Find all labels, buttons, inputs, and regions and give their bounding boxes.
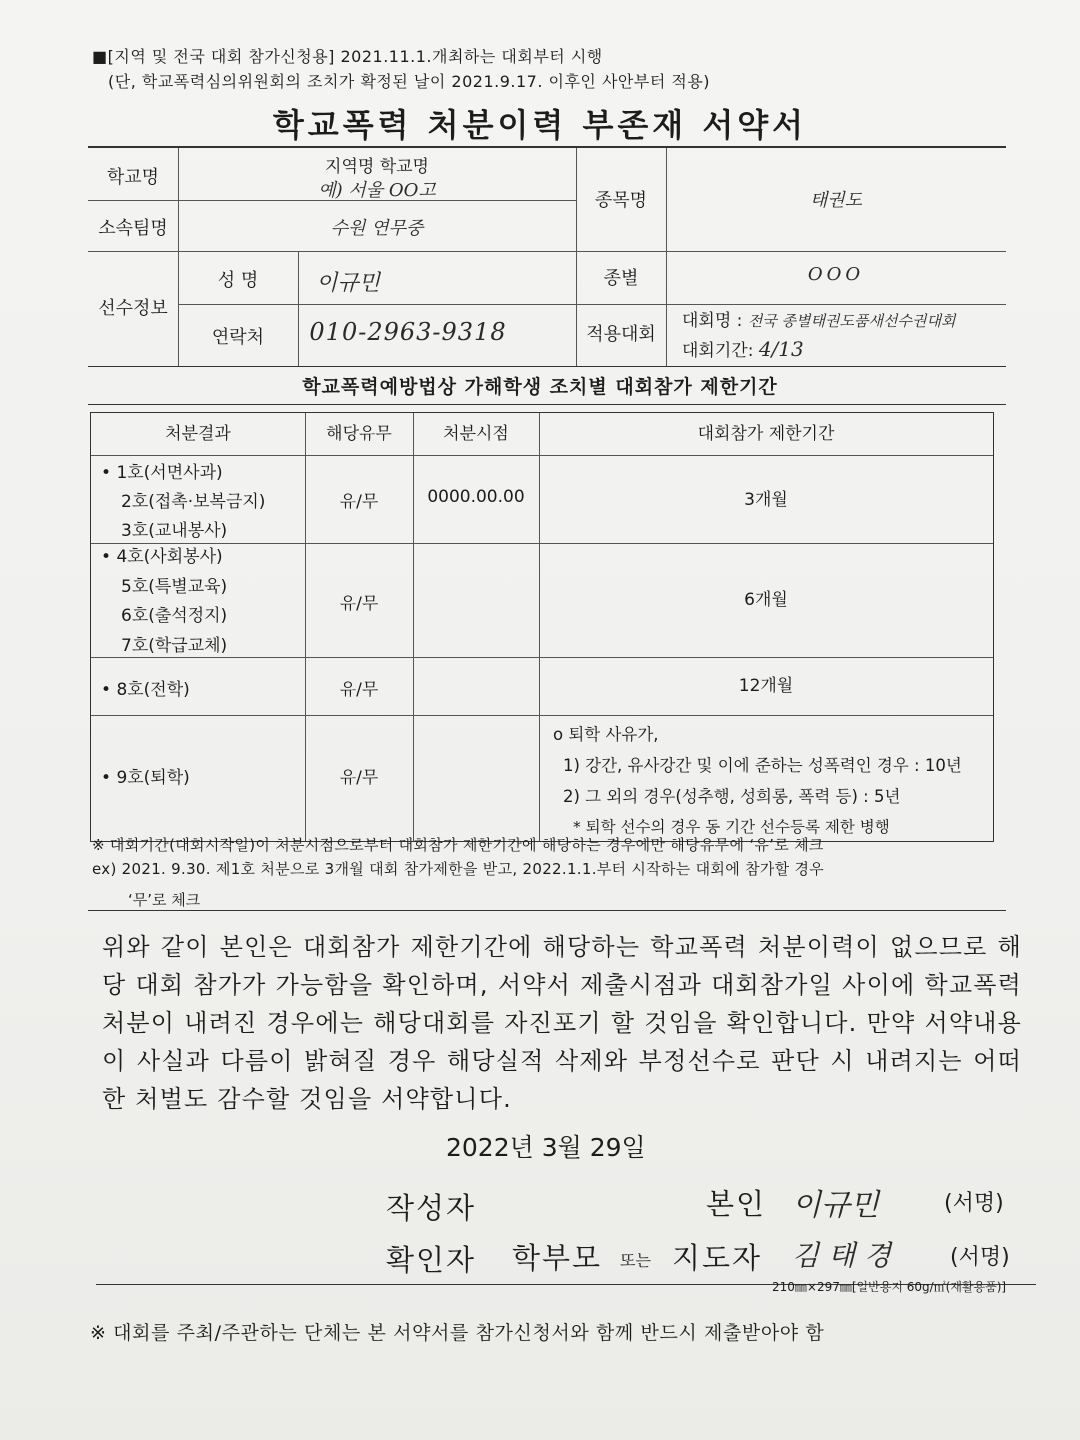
table-row-1-applicable: 유/무 [339, 492, 379, 512]
table-row-4-result: • 9호(퇴학) [101, 768, 190, 788]
player-info-label: 선수정보 [98, 298, 168, 319]
footer-note: ※ 대회를 주최/주관하는 단체는 본 서약서를 참가신청서와 함께 반드시 제출받아야 함 [90, 1322, 825, 1344]
header-application-note: (단, 학교폭력심의위원회의 조치가 확정된 날이 2021.9.17. 이후인 사안부터 적용) [108, 72, 711, 91]
self-label: 본인 [706, 1187, 767, 1221]
table-row-2-result: • 4호(사회봉사) 5호(특별교육) 6호(출석정지) 7호(학급교체) [101, 547, 228, 656]
paper-spec: 210㎜×297㎜[일반용지 60g/㎡(재활용품)] [772, 1280, 1007, 1294]
expel-conditions: o 퇴학 사유가, 1) 강간, 유사강간 및 이에 준하는 성폭력인 경우 : 10년 2) 그 외의 경우(성추행, 성희롱, 폭력 등) : 5년 * 퇴학 선수의 경우 동 기간 선수등록 제한 병행 [553, 725, 962, 836]
page-title: 학교폭력 처분이력 부존재 서약서 [272, 106, 808, 144]
table-row-1-period: 3개월 [744, 490, 788, 510]
school-label: 학교명 [106, 167, 160, 188]
contact-label: 연락처 [211, 327, 265, 348]
event-label: 종목명 [594, 190, 648, 211]
school-value: 예) 서울 OO고 [318, 180, 436, 201]
self-name: 이규민 [792, 1188, 879, 1223]
self-signature: (서명) [944, 1191, 1004, 1216]
header-scope-note: ■[지역 및 전국 대회 참가신청용] 2021.11.1.개최하는 대회부터 시행 [92, 47, 603, 66]
info-table [88, 146, 1006, 367]
competition-name-row [682, 306, 955, 331]
name-value: 이규민 [316, 271, 380, 296]
category-value: OOO [807, 264, 865, 285]
penalty-table [90, 412, 994, 842]
competition-label: 적용대회 [586, 324, 656, 345]
comp-period-label: 대회기간: [682, 341, 754, 361]
or-label: 또는 [620, 1251, 651, 1270]
coach-signature: (서명) [950, 1245, 1010, 1270]
comp-name-label: 대회명 : [682, 311, 743, 331]
header-applicable: 해당유무 [326, 424, 392, 444]
parent-label: 학부모 [512, 1241, 603, 1275]
team-label: 소속팀명 [98, 218, 168, 239]
name-label: 성 명 [217, 270, 259, 291]
header-period: 대회참가 제한기간 [697, 424, 835, 444]
note-example: ex) 2021. 9.30. 제1호 처분으로 3개월 대회 참가제한을 받고, 2022.1.1.부터 시작하는 대회에 참가할 경우 [92, 860, 825, 878]
divider [88, 404, 1006, 405]
table-row-4-applicable: 유/무 [339, 768, 379, 788]
writer-label: 작성자 [386, 1191, 477, 1225]
school-hint: 지역명 학교명 [325, 157, 429, 177]
header-result: 처분결과 [165, 424, 231, 444]
category-label: 종별 [603, 268, 639, 289]
contact-value: 010-2963-9318 [309, 318, 507, 346]
table-row-3-applicable: 유/무 [339, 680, 379, 700]
penalty-table-title: 학교폭력예방법상 가해학생 조치별 대회참가 제한기간 [302, 376, 778, 398]
header-date: 처분시점 [443, 424, 509, 444]
note-example-cont: ‘무’로 체크 [128, 891, 201, 909]
coach-label: 지도자 [672, 1241, 763, 1275]
note-check-rule: ※ 대회기간(대회시작일)이 처분시점으로부터 대회참가 제한기간에 해당하는 경우에만 해당유무에 ‘유’로 체크 [92, 836, 824, 854]
team-value: 수원 연무중 [330, 218, 424, 239]
competition-period-row [682, 336, 804, 361]
table-row-3-result: • 8호(전학) [101, 680, 190, 700]
pledge-text: 위와 같이 본인은 대회참가 제한기간에 해당하는 학교폭력 처분이력이 없으므로 해당 대회 참가가 가능함을 확인하며, 서약서 제출시점과 대회참가일 사이에 학교폭력 처분이 내려진 경우에는 해당대회를 자진포기 할 것임을 확인합니다. 만약 서약내용이 사실과 다름이 밝혀질 경우 해당실적 삭제와 부정선수로 판단 시 내려지는 어떠한 처벌도 감수할 것임을 서약합니다. [102, 933, 1022, 1113]
table-row-3-period: 12개월 [738, 676, 794, 696]
confirmer-label: 확인자 [386, 1243, 477, 1277]
signature-date: 2022년 3월 29일 [446, 1133, 646, 1162]
coach-name: 김 태 경 [792, 1239, 891, 1272]
comp-period-value: 4/13 [758, 337, 804, 361]
event-value: 태권도 [809, 190, 863, 211]
table-row-1-date: 0000.00.00 [427, 487, 525, 507]
divider [88, 910, 1006, 911]
comp-name-value: 전국 종별태권도품새선수권대회 [747, 312, 956, 330]
table-row-1-result: • 1호(서면사과) 2호(접촉·보복금지) 3호(교내봉사) [101, 463, 266, 541]
table-row-2-applicable: 유/무 [339, 594, 379, 614]
table-row-2-period: 6개월 [744, 590, 788, 610]
